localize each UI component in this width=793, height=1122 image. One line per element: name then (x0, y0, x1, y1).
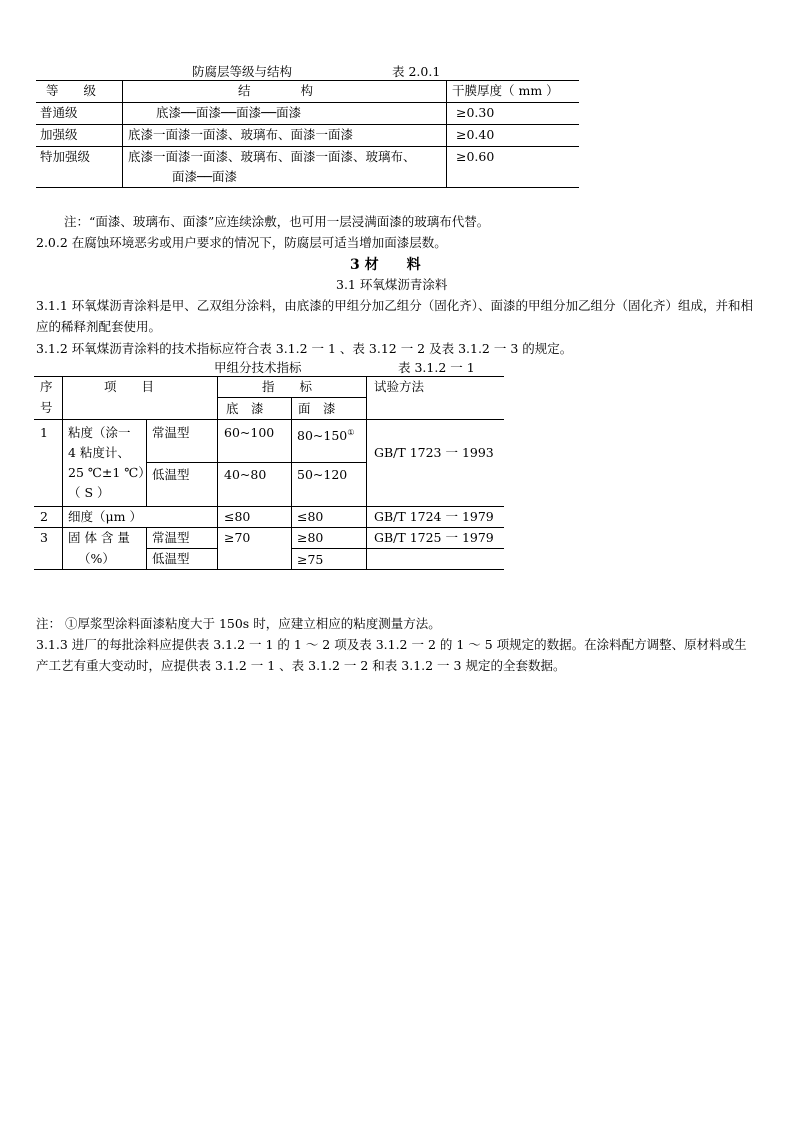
table1-grade: 特加强级 (40, 149, 91, 164)
table2-method: GB/T 1723 一 1993 (374, 445, 494, 460)
table2-item: 细度（μm ） (68, 509, 142, 524)
table2-header-seq: 序 (40, 379, 53, 394)
table2-rule-bottom (34, 569, 504, 570)
table2-rule (146, 462, 366, 463)
table1-grade: 加强级 (40, 127, 78, 142)
section-heading: 3.1 环氧煤沥青涂料 (336, 277, 448, 292)
table2-value: 50~120 (297, 467, 348, 482)
table1-rule (36, 102, 579, 103)
table2-header-item: 项 目 (104, 379, 155, 394)
table2-header-top: 面 漆 (298, 401, 336, 416)
table1-thickness: ≥0.40 (456, 127, 495, 142)
table1-rule-bottom (36, 187, 579, 188)
table2-value: ≥70 (224, 530, 251, 545)
table1-thickness: ≥0.30 (456, 105, 495, 120)
table1-rule-top (36, 80, 579, 81)
table2-col-divider (366, 376, 367, 569)
table2-rule (34, 527, 504, 528)
table2-value: 60~100 (224, 425, 275, 440)
table1-structure: 底漆──面漆──面漆──面漆 (156, 105, 302, 120)
table2-item: 固 体 含 量 (68, 530, 130, 545)
table2-method: GB/T 1724 一 1979 (374, 509, 494, 524)
table2-col-divider (146, 527, 147, 569)
table2-rule (34, 506, 504, 507)
clause-3-1-1: 3.1.1 环氧煤沥青涂料是甲、乙双组分涂料，由底漆的甲组分加乙组分（固化齐）、面漆的甲组分加乙组分（固化齐）组成，并和相应的稀释剂配套使用。 (36, 298, 754, 334)
table1-rule (36, 146, 579, 147)
table2-row-no: 1 (40, 425, 48, 440)
table1-number: 表 2.0.1 (392, 64, 441, 79)
table2-method: GB/T 1725 一 1979 (374, 530, 494, 545)
table2-header-index: 指 标 (262, 379, 313, 394)
table2-row-no: 2 (40, 509, 48, 524)
table1-col-divider (446, 80, 447, 187)
table2-value: ≤80 (224, 509, 251, 524)
table1-structure-cont: 面漆──面漆 (172, 169, 238, 184)
chapter-heading: 3 材 料 (350, 257, 421, 273)
table2-value: ≤80 (297, 509, 324, 524)
footnote-marker: ① (347, 428, 355, 437)
table1-structure: 底漆一面漆一面漆、玻璃布、面漆一面漆、玻璃布、 (128, 149, 416, 164)
table2-item: 25 ℃±1 ℃） (68, 465, 151, 480)
table2-item: 粘度（涂一 (68, 425, 131, 440)
table2-rule (34, 419, 504, 420)
clause-3-1-2: 3.1.2 环氧煤沥青涂料的技术指标应符合表 3.1.2 一 1 、表 3.12 一 2 及表 3.1.2 一 3 的规定。 (36, 341, 573, 356)
table2-rule (146, 548, 217, 549)
table1-col-divider (122, 80, 123, 187)
table2-row-no: 3 (40, 530, 48, 545)
table2-subitem: 低温型 (152, 467, 190, 482)
table2-value: ≥80 (297, 530, 324, 545)
table2-footnote: 注： ①厚浆型涂料面漆粘度大于 150s 时，应建立相应的粘度测量方法。 (36, 616, 441, 631)
table2-rule (291, 548, 504, 549)
table2-subitem: 低温型 (152, 551, 190, 566)
table1-caption: 防腐层等级与结构 (192, 64, 293, 79)
table2-subitem: 常温型 (152, 530, 190, 545)
table2-item: 4 粘度计、 (68, 445, 130, 460)
table2-value (297, 424, 354, 445)
table1-header-thickness: 干膜厚度（ mm ） (452, 83, 559, 98)
table2-subitem: 常温型 (152, 425, 190, 440)
table2-value: ≥75 (297, 552, 324, 567)
table2-col-divider (217, 376, 218, 569)
table2-header-method: 试验方法 (374, 379, 425, 394)
table1-thickness: ≥0.60 (456, 149, 495, 164)
clause-3-1-3: 3.1.3 进厂的每批涂料应提供表 3.1.2 一 1 的 1 ～ 2 项及表 3.1.2 一 2 的 1 ～ 5 项规定的数据。在涂料配方调整、原材料或生产工艺有重大变动时，应提供表 3.1.2 一 1 、表 3.1.2 一 2 和表 3.1.2 一 3 规定的全套数据。 (36, 637, 747, 673)
table2-header-primer: 底 漆 (226, 401, 264, 416)
table2-number: 表 3.1.2 一 1 (398, 360, 475, 375)
table1-header-structure: 结 构 (238, 83, 314, 98)
table2-header-seq-2: 号 (40, 400, 53, 415)
table2-col-divider (62, 376, 63, 569)
table2-value-text: 80~150 (297, 428, 348, 444)
note-continuous-coating: 注：“面漆、玻璃布、面漆”应连续涂敷，也可用一层浸满面漆的玻璃布代替。 (64, 214, 490, 229)
table2-caption: 甲组分技术指标 (214, 360, 302, 375)
table2-item: （ S ） (68, 485, 110, 500)
table1-structure: 底漆一面漆一面漆、玻璃布、面漆一面漆 (128, 127, 354, 142)
clause-2-0-2: 2.0.2 在腐蚀环境恶劣或用户要求的情况下，防腐层可适当增加面漆层数。 (36, 235, 447, 250)
table1-header-grade: 等 级 (46, 83, 97, 98)
table1-rule (36, 124, 579, 125)
table2-col-divider (291, 397, 292, 569)
table2-col-divider (146, 419, 147, 506)
table2-rule-top (34, 376, 504, 377)
table2-item: （%） (78, 551, 115, 566)
table1-grade: 普通级 (40, 105, 78, 120)
table2-value: 40~80 (224, 467, 267, 482)
